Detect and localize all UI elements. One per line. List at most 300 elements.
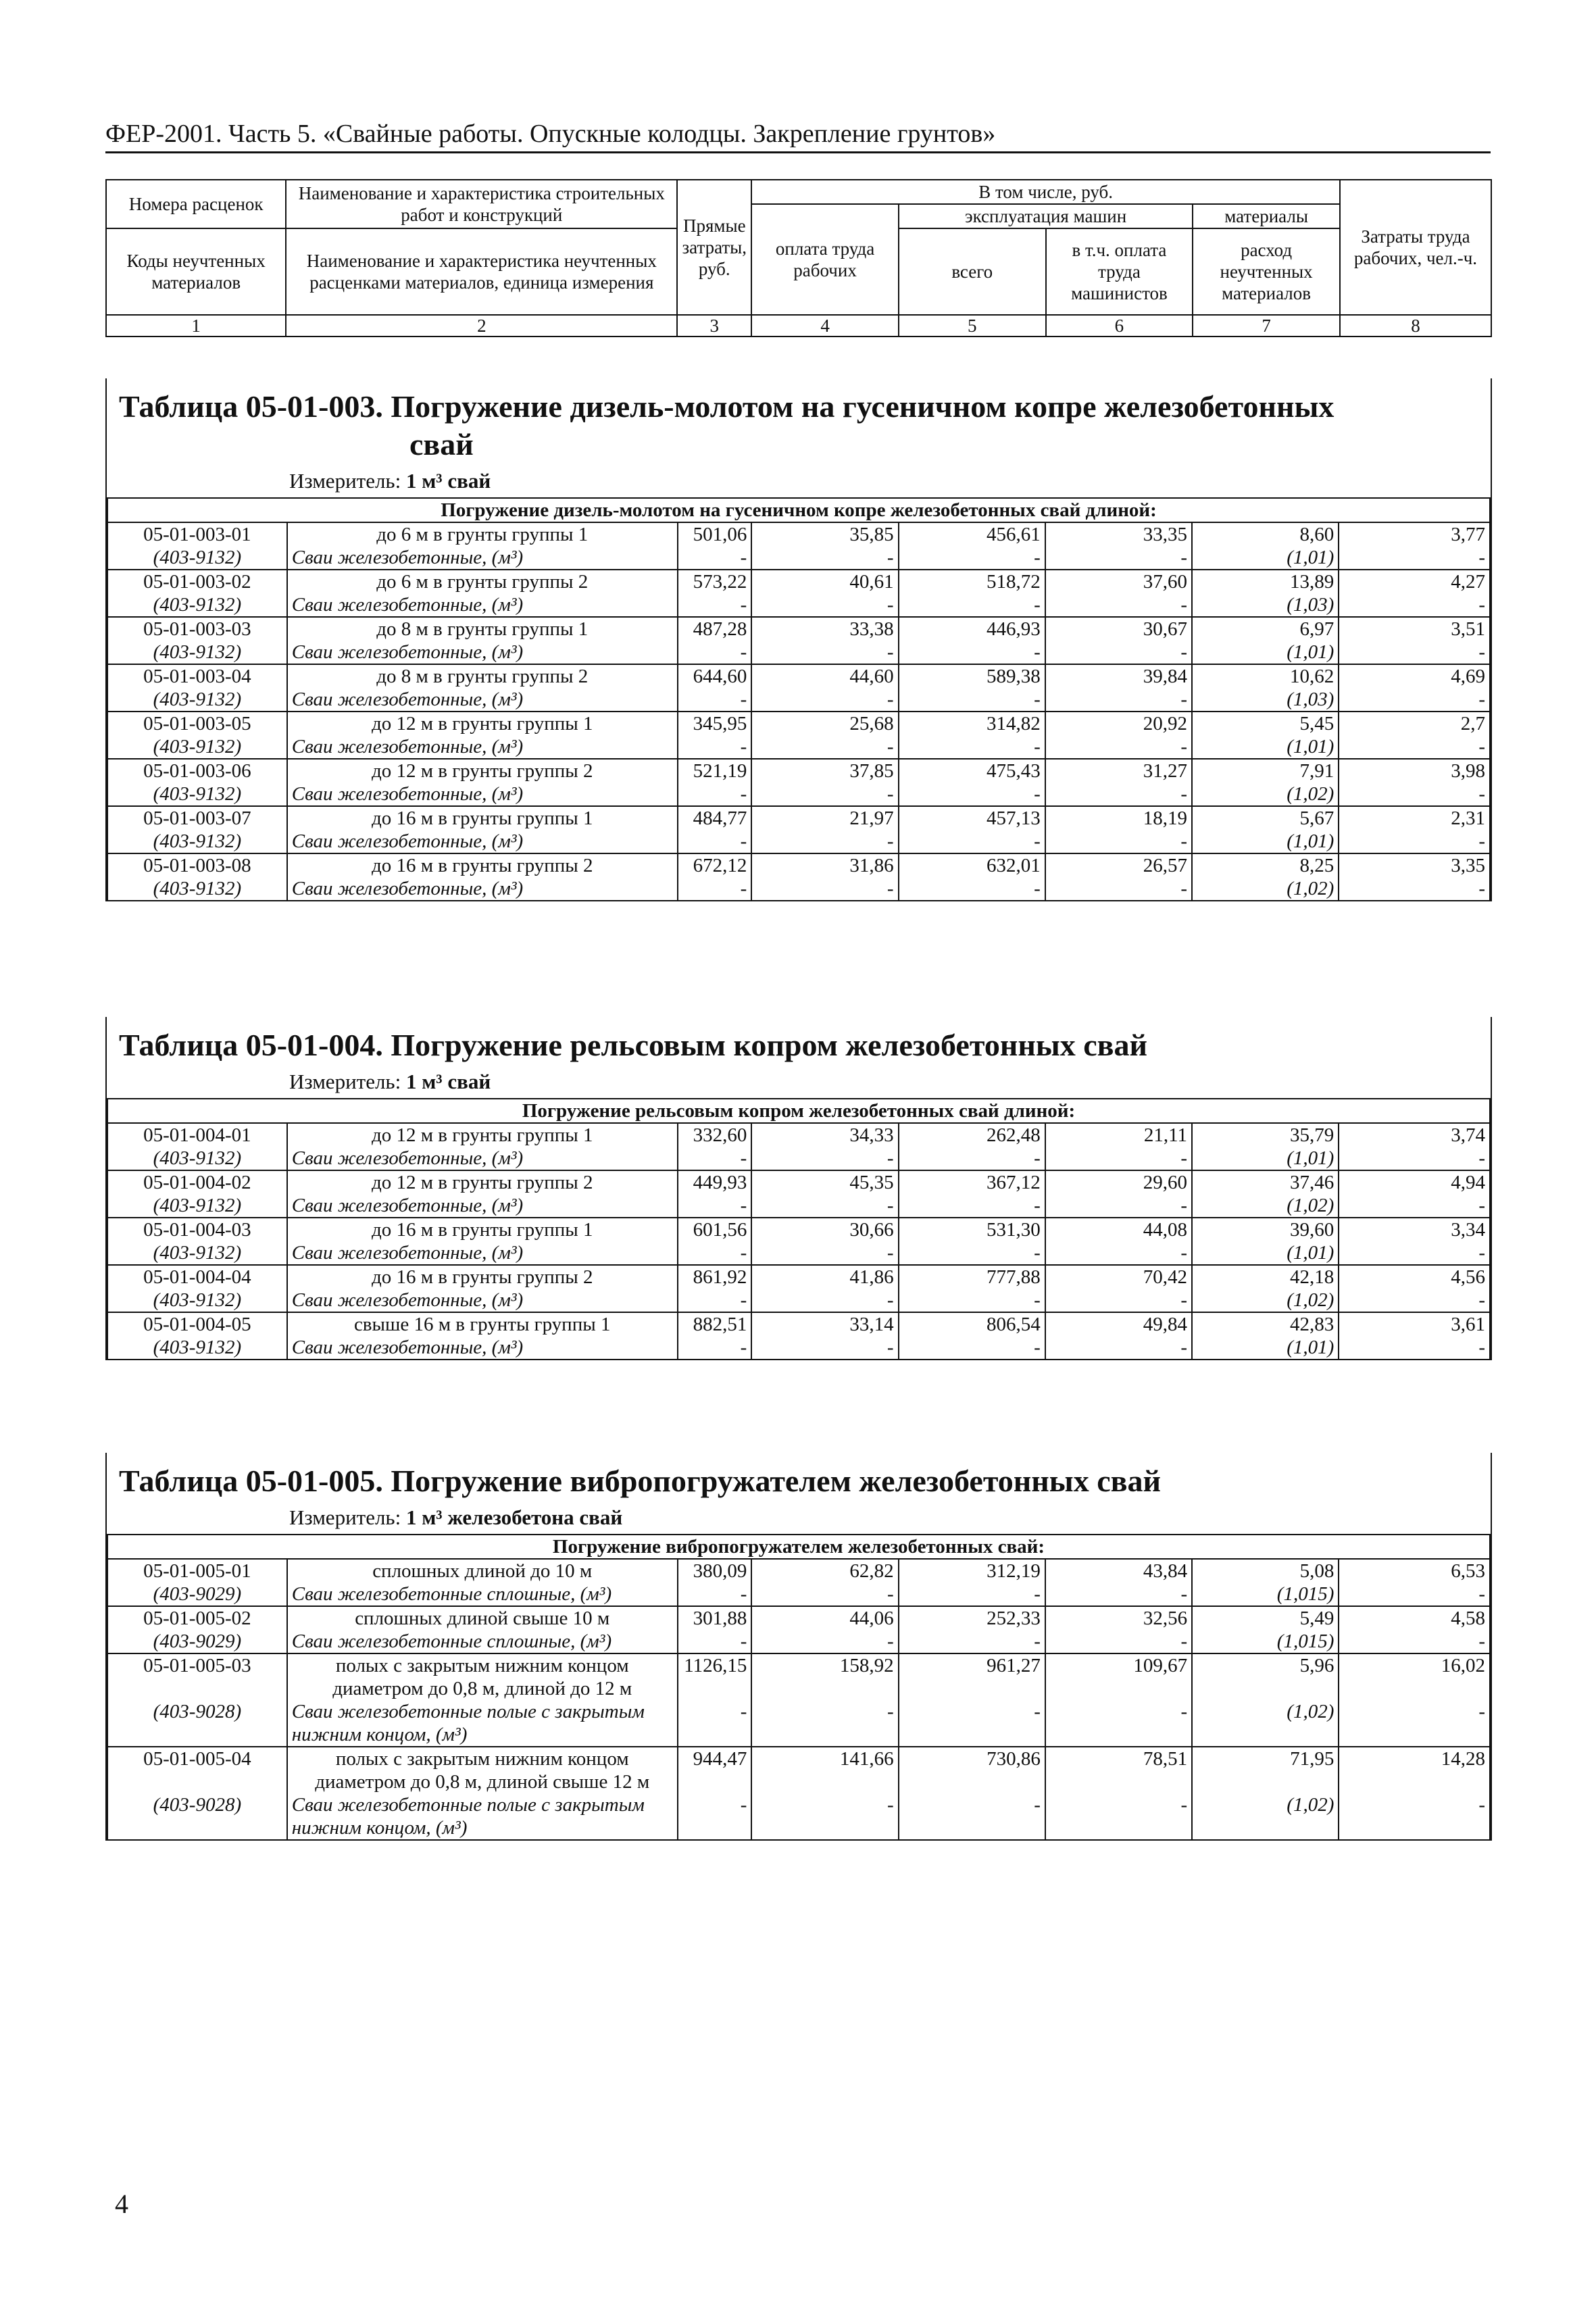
machines-total: 589,38: [899, 664, 1045, 688]
dash-cell: -: [751, 1700, 898, 1747]
table-row: [107, 1265, 1490, 1289]
direct-cost: 487,28: [678, 617, 752, 641]
table-row: [107, 1170, 1490, 1194]
table-title: [107, 1453, 1491, 1500]
rate-code: 05-01-003-07: [107, 806, 287, 830]
labor-cost: 6,53: [1339, 1559, 1490, 1583]
col2-top-header: Наименование и характеристика строительных работ и конструкций: [286, 180, 677, 228]
dash-cell: -: [1339, 735, 1490, 759]
material-consumption: (1,01): [1192, 1336, 1339, 1360]
material-code: (403-9028): [107, 1793, 287, 1840]
table-caption: Погружение вибропогружателем железобетонных свай:: [107, 1535, 1490, 1559]
dash-cell: -: [899, 1147, 1045, 1170]
material-code: (403-9132): [107, 877, 287, 901]
machines-total: 475,43: [899, 759, 1045, 782]
dash-cell: -: [678, 782, 752, 806]
dash-cell: -: [899, 1583, 1045, 1606]
labor-cost: 4,94: [1339, 1170, 1490, 1194]
material-code: (403-9132): [107, 641, 287, 664]
wages-cost: 31,86: [751, 853, 898, 877]
machines-wages: 39,84: [1045, 664, 1192, 688]
direct-cost: 345,95: [678, 712, 752, 735]
table-row: [107, 570, 1490, 593]
material-name: Сваи железобетонные сплошные, (м³): [287, 1630, 678, 1653]
materials-cost: 5,08: [1192, 1559, 1339, 1583]
materials-cost: 42,18: [1192, 1265, 1339, 1289]
dash-cell: -: [678, 593, 752, 617]
machines-total: 456,61: [899, 522, 1045, 546]
table-row: [107, 664, 1490, 688]
direct-cost: 573,22: [678, 570, 752, 593]
dash-cell: -: [678, 641, 752, 664]
material-row: [107, 1793, 1490, 1840]
rate-table: [107, 497, 1491, 901]
materials-cost: 6,97: [1192, 617, 1339, 641]
col8-header: Затраты труда рабочих, чел.-ч.: [1340, 180, 1491, 315]
material-code: (403-9132): [107, 1336, 287, 1360]
labor-cost: 3,77: [1339, 522, 1490, 546]
dash-cell: -: [751, 641, 898, 664]
table-row: [107, 522, 1490, 546]
dash-cell: -: [678, 735, 752, 759]
machines-total: 518,72: [899, 570, 1045, 593]
direct-cost: 521,19: [678, 759, 752, 782]
direct-cost: 301,88: [678, 1606, 752, 1630]
material-row: [107, 1147, 1490, 1170]
materials-cost: 5,96: [1192, 1653, 1339, 1700]
table-row: [107, 712, 1490, 735]
material-consumption: (1,02): [1192, 877, 1339, 901]
direct-cost: 944,47: [678, 1747, 752, 1793]
direct-cost: 1126,15: [678, 1653, 752, 1700]
column-number: 5: [899, 315, 1046, 337]
dash-cell: -: [678, 1147, 752, 1170]
material-name: Сваи железобетонные, (м³): [287, 735, 678, 759]
materials-cost: 5,49: [1192, 1606, 1339, 1630]
labor-cost: 4,56: [1339, 1265, 1490, 1289]
material-row: [107, 1194, 1490, 1218]
work-name: до 16 м в грунты группы 2: [287, 1265, 678, 1289]
dash-cell: -: [1339, 1583, 1490, 1606]
material-consumption: (1,01): [1192, 735, 1339, 759]
rate-code: 05-01-003-08: [107, 853, 287, 877]
dash-cell: -: [899, 688, 1045, 712]
wages-cost: 37,85: [751, 759, 898, 782]
material-row: [107, 1583, 1490, 1606]
table-caption: Погружение дизель-молотом на гусеничном копре железобетонных свай длиной:: [107, 498, 1490, 522]
material-code: (403-9132): [107, 1289, 287, 1312]
rate-code: 05-01-003-03: [107, 617, 287, 641]
material-code: (403-9132): [107, 1147, 287, 1170]
material-row: [107, 546, 1490, 570]
material-consumption: (1,03): [1192, 593, 1339, 617]
machines-wages: 29,60: [1045, 1170, 1192, 1194]
material-row: [107, 641, 1490, 664]
work-name: до 12 м в грунты группы 1: [287, 712, 678, 735]
table-row: [107, 759, 1490, 782]
dash-cell: -: [751, 735, 898, 759]
material-code: (403-9132): [107, 688, 287, 712]
table-05-01-005: [105, 1453, 1492, 1841]
table-title-text: Таблица 05-01-005. Погружение вибропогружателем железобетонных свай: [119, 1464, 1161, 1498]
materials-cost: 7,91: [1192, 759, 1339, 782]
dash-cell: -: [1339, 546, 1490, 570]
group-header: В том числе, руб.: [751, 180, 1340, 204]
material-name: Сваи железобетонные, (м³): [287, 641, 678, 664]
wages-cost: 33,38: [751, 617, 898, 641]
direct-cost: 484,77: [678, 806, 752, 830]
material-consumption: (1,01): [1192, 546, 1339, 570]
material-code: (403-9132): [107, 735, 287, 759]
dash-cell: -: [1339, 1630, 1490, 1653]
rate-code: 05-01-005-04: [107, 1747, 287, 1793]
rate-table: [107, 1098, 1491, 1360]
dash-cell: -: [1045, 1147, 1192, 1170]
materials-cost: 39,60: [1192, 1218, 1339, 1241]
dash-cell: -: [751, 1583, 898, 1606]
labor-cost: 4,27: [1339, 570, 1490, 593]
dash-cell: -: [1339, 782, 1490, 806]
dash-cell: -: [678, 877, 752, 901]
work-name: до 16 м в грунты группы 1: [287, 806, 678, 830]
wages-cost: 21,97: [751, 806, 898, 830]
dash-cell: -: [751, 1194, 898, 1218]
work-name: до 8 м в грунты группы 2: [287, 664, 678, 688]
dash-cell: -: [678, 688, 752, 712]
column-number: 3: [677, 315, 751, 337]
labor-cost: 3,34: [1339, 1218, 1490, 1241]
machines-wages: 21,11: [1045, 1123, 1192, 1147]
rate-code: 05-01-003-01: [107, 522, 287, 546]
col1-top-header: Номера расценок: [106, 180, 286, 228]
materials-cost: 8,25: [1192, 853, 1339, 877]
table-row: [107, 617, 1490, 641]
table-title: [107, 1017, 1491, 1064]
dash-cell: -: [1045, 688, 1192, 712]
material-consumption: (1,02): [1192, 782, 1339, 806]
labor-cost: 3,51: [1339, 617, 1490, 641]
labor-cost: 3,61: [1339, 1312, 1490, 1336]
work-name: свыше 16 м в грунты группы 1: [287, 1312, 678, 1336]
direct-cost: 672,12: [678, 853, 752, 877]
dash-cell: -: [678, 1289, 752, 1312]
machines-total: 961,27: [899, 1653, 1045, 1700]
unit-value: 1 м³ железобетона свай: [405, 1505, 623, 1529]
dash-cell: -: [678, 1583, 752, 1606]
labor-cost: 3,74: [1339, 1123, 1490, 1147]
material-row: [107, 735, 1490, 759]
material-consumption: (1,01): [1192, 1147, 1339, 1170]
work-name: до 16 м в грунты группы 2: [287, 853, 678, 877]
direct-cost: 861,92: [678, 1265, 752, 1289]
unit-measure: [107, 1064, 1491, 1098]
dash-cell: -: [1045, 1630, 1192, 1653]
wages-cost: 40,61: [751, 570, 898, 593]
labor-cost: 2,31: [1339, 806, 1490, 830]
material-name: Сваи железобетонные, (м³): [287, 546, 678, 570]
material-code: (403-9029): [107, 1630, 287, 1653]
dash-cell: -: [678, 830, 752, 853]
dash-cell: -: [899, 641, 1045, 664]
dash-cell: -: [899, 1194, 1045, 1218]
dash-cell: -: [1045, 1583, 1192, 1606]
table-row: [107, 1606, 1490, 1630]
dash-cell: -: [1339, 1241, 1490, 1265]
wages-cost: 44,06: [751, 1606, 898, 1630]
wages-cost: 141,66: [751, 1747, 898, 1793]
dash-cell: -: [751, 1241, 898, 1265]
material-code: (403-9132): [107, 830, 287, 853]
dash-cell: -: [751, 830, 898, 853]
direct-cost: 380,09: [678, 1559, 752, 1583]
machines-wages: 33,35: [1045, 522, 1192, 546]
dash-cell: -: [1339, 877, 1490, 901]
column-number: 2: [286, 315, 677, 337]
dash-cell: -: [1339, 688, 1490, 712]
machines-total-header: всего: [899, 228, 1046, 315]
material-consumption: (1,01): [1192, 1241, 1339, 1265]
table-row: [107, 853, 1490, 877]
dash-cell: -: [899, 1241, 1045, 1265]
dash-cell: -: [1045, 1289, 1192, 1312]
dash-cell: -: [1339, 1147, 1490, 1170]
dash-cell: -: [751, 1336, 898, 1360]
rate-code: 05-01-005-03: [107, 1653, 287, 1700]
machines-wages: 32,56: [1045, 1606, 1192, 1630]
dash-cell: -: [1045, 1700, 1192, 1747]
material-consumption: (1,02): [1192, 1194, 1339, 1218]
material-name: Сваи железобетонные полые с закрытым нижним концом, (м³): [287, 1793, 678, 1840]
rate-code: 05-01-004-04: [107, 1265, 287, 1289]
wages-cost: 33,14: [751, 1312, 898, 1336]
direct-cost: 501,06: [678, 522, 752, 546]
dash-cell: -: [1339, 1700, 1490, 1747]
material-name: Сваи железобетонные, (м³): [287, 1289, 678, 1312]
unit-label: Измеритель:: [289, 1505, 401, 1529]
table-row: [107, 1312, 1490, 1336]
table-row: [107, 1747, 1490, 1793]
material-consumption: (1,015): [1192, 1630, 1339, 1653]
column-number: 1: [106, 315, 286, 337]
direct-cost: 601,56: [678, 1218, 752, 1241]
work-name: до 6 м в грунты группы 2: [287, 570, 678, 593]
material-row: [107, 877, 1490, 901]
dash-cell: -: [1045, 877, 1192, 901]
rate-code: 05-01-004-02: [107, 1170, 287, 1194]
material-row: [107, 593, 1490, 617]
dash-cell: -: [751, 1289, 898, 1312]
materials-cost: 42,83: [1192, 1312, 1339, 1336]
materials-sub-header: расход неучтенных материалов: [1193, 228, 1340, 315]
unit-value: 1 м³ свай: [405, 469, 491, 493]
material-name: Сваи железобетонные, (м³): [287, 1336, 678, 1360]
machines-total: 730,86: [899, 1747, 1045, 1793]
rate-code: 05-01-004-01: [107, 1123, 287, 1147]
wages-cost: 45,35: [751, 1170, 898, 1194]
material-name: Сваи железобетонные, (м³): [287, 1194, 678, 1218]
column-header-table: [105, 179, 1492, 337]
materials-cost: 5,67: [1192, 806, 1339, 830]
machines-total: 446,93: [899, 617, 1045, 641]
materials-cost: 8,60: [1192, 522, 1339, 546]
dash-cell: -: [1045, 593, 1192, 617]
material-consumption: (1,015): [1192, 1583, 1339, 1606]
table-row: [107, 1123, 1490, 1147]
dash-cell: -: [678, 1194, 752, 1218]
dash-cell: -: [899, 735, 1045, 759]
dash-cell: -: [678, 1336, 752, 1360]
materials-cost: 37,46: [1192, 1170, 1339, 1194]
dash-cell: -: [751, 782, 898, 806]
dash-cell: -: [899, 1793, 1045, 1840]
dash-cell: -: [751, 593, 898, 617]
material-row: [107, 1289, 1490, 1312]
dash-cell: -: [751, 1793, 898, 1840]
dash-cell: -: [1045, 1194, 1192, 1218]
table-caption: Погружение рельсовым копром железобетонных свай длиной:: [107, 1099, 1490, 1123]
wages-cost: 41,86: [751, 1265, 898, 1289]
material-code: (403-9028): [107, 1700, 287, 1747]
labor-cost: 3,98: [1339, 759, 1490, 782]
dash-cell: -: [678, 1630, 752, 1653]
rate-code: 05-01-003-04: [107, 664, 287, 688]
work-name: до 6 м в грунты группы 1: [287, 522, 678, 546]
machines-wages: 78,51: [1045, 1747, 1192, 1793]
direct-cost: 449,93: [678, 1170, 752, 1194]
material-row: [107, 830, 1490, 853]
dash-cell: -: [899, 1630, 1045, 1653]
machines-wages: 37,60: [1045, 570, 1192, 593]
table-title-text: Таблица 05-01-003. Погружение дизель-молотом на гусеничном копре железобетонных: [119, 389, 1335, 424]
machines-total: 262,48: [899, 1123, 1045, 1147]
rate-code: 05-01-004-03: [107, 1218, 287, 1241]
unit-measure: [107, 1500, 1491, 1534]
material-row: [107, 1630, 1490, 1653]
labor-cost: 2,7: [1339, 712, 1490, 735]
work-name: полых с закрытым нижним концом диаметром до 0,8 м, длиной до 12 м: [287, 1653, 678, 1700]
material-row: [107, 1336, 1490, 1360]
dash-cell: -: [899, 546, 1045, 570]
wages-cost: 25,68: [751, 712, 898, 735]
table-title-text: Таблица 05-01-004. Погружение рельсовым копром железобетонных свай: [119, 1028, 1147, 1062]
materials-cost: 35,79: [1192, 1123, 1339, 1147]
dash-cell: -: [678, 1241, 752, 1265]
wages-cost: 158,92: [751, 1653, 898, 1700]
material-row: [107, 1700, 1490, 1747]
machines-total: 312,19: [899, 1559, 1045, 1583]
material-row: [107, 688, 1490, 712]
material-code: (403-9132): [107, 782, 287, 806]
dash-cell: -: [899, 877, 1045, 901]
dash-cell: -: [1045, 830, 1192, 853]
wages-cost: 44,60: [751, 664, 898, 688]
machines-total: 777,88: [899, 1265, 1045, 1289]
work-name: до 12 м в грунты группы 2: [287, 759, 678, 782]
machines-wages: 30,67: [1045, 617, 1192, 641]
machines-wages: 49,84: [1045, 1312, 1192, 1336]
rate-code: 05-01-005-01: [107, 1559, 287, 1583]
dash-cell: -: [751, 688, 898, 712]
column-number: 6: [1046, 315, 1193, 337]
page-header: ФЕР-2001. Часть 5. «Свайные работы. Опускные колодцы. Закрепление грунтов»: [105, 120, 996, 148]
unit-value: 1 м³ свай: [405, 1070, 491, 1093]
materials-cost: 13,89: [1192, 570, 1339, 593]
material-name: Сваи железобетонные, (м³): [287, 877, 678, 901]
wages-cost: 34,33: [751, 1123, 898, 1147]
materials-cost: 10,62: [1192, 664, 1339, 688]
dash-cell: -: [1339, 1336, 1490, 1360]
wages-cost: 30,66: [751, 1218, 898, 1241]
material-code: (403-9132): [107, 593, 287, 617]
work-name: до 8 м в грунты группы 1: [287, 617, 678, 641]
labor-cost: 16,02: [1339, 1653, 1490, 1700]
material-name: Сваи железобетонные, (м³): [287, 1241, 678, 1265]
work-name: до 12 м в грунты группы 1: [287, 1123, 678, 1147]
dash-cell: -: [1045, 546, 1192, 570]
machines-total: 314,82: [899, 712, 1045, 735]
material-code: (403-9132): [107, 1194, 287, 1218]
machines-wages-header: в т.ч. оплата труда машинистов: [1046, 228, 1193, 315]
dash-cell: -: [899, 782, 1045, 806]
dash-cell: -: [1339, 593, 1490, 617]
dash-cell: -: [1045, 1336, 1192, 1360]
material-code: (403-9029): [107, 1583, 287, 1606]
dash-cell: -: [678, 1700, 752, 1747]
dash-cell: -: [751, 877, 898, 901]
dash-cell: -: [899, 1336, 1045, 1360]
dash-cell: -: [1339, 1289, 1490, 1312]
material-name: Сваи железобетонные, (м³): [287, 830, 678, 853]
material-name: Сваи железобетонные, (м³): [287, 688, 678, 712]
table-05-01-004: [105, 1017, 1492, 1360]
material-code: (403-9132): [107, 546, 287, 570]
dash-cell: -: [1045, 1241, 1192, 1265]
work-name: сплошных длиной свыше 10 м: [287, 1606, 678, 1630]
materials-header: материалы: [1193, 204, 1340, 228]
table-row: [107, 1653, 1490, 1700]
material-name: Сваи железобетонные, (м³): [287, 1147, 678, 1170]
dash-cell: -: [899, 593, 1045, 617]
material-name: Сваи железобетонные, (м³): [287, 593, 678, 617]
direct-cost: 644,60: [678, 664, 752, 688]
material-consumption: (1,02): [1192, 1793, 1339, 1840]
work-name: до 12 м в грунты группы 2: [287, 1170, 678, 1194]
work-name: сплошных длиной до 10 м: [287, 1559, 678, 1583]
material-row: [107, 1241, 1490, 1265]
material-consumption: (1,02): [1192, 1700, 1339, 1747]
machines-wages: 43,84: [1045, 1559, 1192, 1583]
machines-wages: 44,08: [1045, 1218, 1192, 1241]
material-name: Сваи железобетонные полые с закрытым нижним концом, (м³): [287, 1700, 678, 1747]
dash-cell: -: [1339, 1793, 1490, 1840]
material-consumption: (1,03): [1192, 688, 1339, 712]
unit-measure: [107, 464, 1491, 497]
unit-label: Измеритель:: [289, 1070, 401, 1093]
machines-wages: 18,19: [1045, 806, 1192, 830]
table-row: [107, 806, 1490, 830]
header-divider: [105, 151, 1491, 153]
materials-cost: 71,95: [1192, 1747, 1339, 1793]
col1-bottom-header: Коды неучтенных материалов: [106, 228, 286, 315]
labor-cost: 4,69: [1339, 664, 1490, 688]
machines-total: 457,13: [899, 806, 1045, 830]
dash-cell: -: [899, 1700, 1045, 1747]
direct-cost: 882,51: [678, 1312, 752, 1336]
work-name: полых с закрытым нижним концом диаметром до 0,8 м, длиной свыше 12 м: [287, 1747, 678, 1793]
dash-cell: -: [899, 830, 1045, 853]
dash-cell: -: [1045, 1793, 1192, 1840]
dash-cell: -: [899, 1289, 1045, 1312]
